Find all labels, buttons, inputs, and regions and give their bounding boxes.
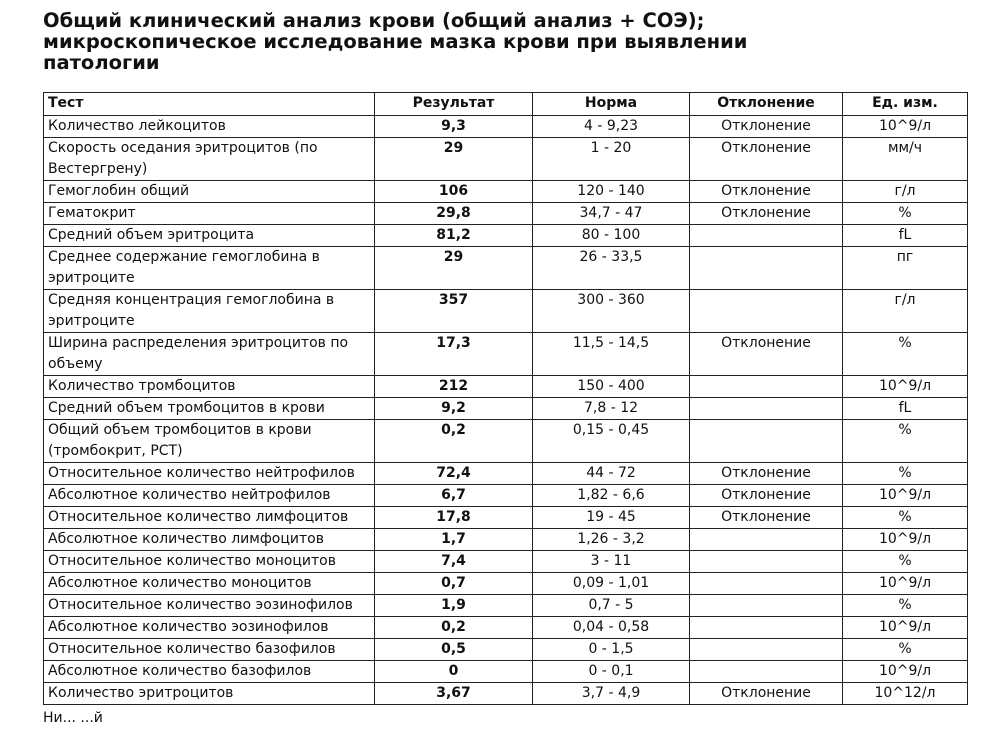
cell-deviation <box>690 551 843 573</box>
cell-test: Относительное количество лимфоцитов <box>44 507 375 529</box>
page-title-line-2: микроскопическое исследование мазка крови при выявлении <box>43 30 748 53</box>
cell-unit: 10^9/л <box>843 376 968 398</box>
table-row <box>44 551 968 573</box>
cell-unit: 10^12/л <box>843 683 968 705</box>
table-row <box>44 333 968 376</box>
cell-result: 6,7 <box>375 485 533 507</box>
header-norm: Норма <box>533 93 690 116</box>
cell-test: Относительное количество нейтрофилов <box>44 463 375 485</box>
cell-deviation <box>690 595 843 617</box>
table-row <box>44 595 968 617</box>
cell-result: 29 <box>375 138 533 181</box>
cell-test: Общий объем тромбоцитов в крови (тромбокрит, PCT) <box>44 420 375 463</box>
table-row <box>44 463 968 485</box>
table-row <box>44 225 968 247</box>
cell-unit: % <box>843 639 968 661</box>
table-row <box>44 617 968 639</box>
cell-unit: 10^9/л <box>843 116 968 138</box>
cell-unit: fL <box>843 398 968 420</box>
cell-norm: 0,09 - 1,01 <box>533 573 690 595</box>
cell-test: Абсолютное количество моноцитов <box>44 573 375 595</box>
cell-unit: 10^9/л <box>843 529 968 551</box>
table-row <box>44 639 968 661</box>
cell-result: 0,5 <box>375 639 533 661</box>
table-row <box>44 420 968 463</box>
cell-test: Скорость оседания эритроцитов (по Вестергрену) <box>44 138 375 181</box>
cell-result: 3,67 <box>375 683 533 705</box>
table-row <box>44 661 968 683</box>
cell-unit: г/л <box>843 290 968 333</box>
cell-test: Средний объем эритроцита <box>44 225 375 247</box>
cell-result: 17,8 <box>375 507 533 529</box>
cell-result: 1,7 <box>375 529 533 551</box>
table-row <box>44 247 968 290</box>
cell-norm: 0,15 - 0,45 <box>533 420 690 463</box>
cell-deviation <box>690 573 843 595</box>
cell-norm: 1 - 20 <box>533 138 690 181</box>
cell-deviation: Отклонение <box>690 333 843 376</box>
page-title <box>43 10 983 73</box>
table-row <box>44 181 968 203</box>
cell-test: Абсолютное количество нейтрофилов <box>44 485 375 507</box>
cell-unit: % <box>843 507 968 529</box>
cell-deviation: Отклонение <box>690 138 843 181</box>
cell-unit: пг <box>843 247 968 290</box>
cell-norm: 300 - 360 <box>533 290 690 333</box>
cell-unit: 10^9/л <box>843 617 968 639</box>
cell-test: Гематокрит <box>44 203 375 225</box>
table-row <box>44 398 968 420</box>
cell-norm: 3,7 - 4,9 <box>533 683 690 705</box>
cell-norm: 7,8 - 12 <box>533 398 690 420</box>
cell-unit: % <box>843 551 968 573</box>
cell-deviation <box>690 639 843 661</box>
cell-norm: 44 - 72 <box>533 463 690 485</box>
cell-deviation: Отклонение <box>690 116 843 138</box>
cell-test: Относительное количество эозинофилов <box>44 595 375 617</box>
cell-unit: % <box>843 420 968 463</box>
cell-deviation <box>690 398 843 420</box>
cell-result: 72,4 <box>375 463 533 485</box>
cell-unit: 10^9/л <box>843 485 968 507</box>
header-test: Тест <box>44 93 375 116</box>
cell-test: Средний объем тромбоцитов в крови <box>44 398 375 420</box>
cell-norm: 3 - 11 <box>533 551 690 573</box>
cell-deviation <box>690 290 843 333</box>
cell-norm: 19 - 45 <box>533 507 690 529</box>
cell-norm: 4 - 9,23 <box>533 116 690 138</box>
header-row <box>44 93 968 116</box>
cell-result: 0 <box>375 661 533 683</box>
cell-deviation <box>690 617 843 639</box>
table-row <box>44 290 968 333</box>
cell-test: Гемоглобин общий <box>44 181 375 203</box>
cell-norm: 80 - 100 <box>533 225 690 247</box>
cell-unit: fL <box>843 225 968 247</box>
table-row <box>44 203 968 225</box>
cell-deviation: Отклонение <box>690 485 843 507</box>
cell-norm: 150 - 400 <box>533 376 690 398</box>
cell-norm: 26 - 33,5 <box>533 247 690 290</box>
table-row <box>44 683 968 705</box>
cell-unit: 10^9/л <box>843 661 968 683</box>
page-title-line-3: патологии <box>43 51 160 74</box>
cell-unit: % <box>843 333 968 376</box>
header-deviation: Отклонение <box>690 93 843 116</box>
cell-test: Абсолютное количество базофилов <box>44 661 375 683</box>
cell-test: Количество тромбоцитов <box>44 376 375 398</box>
cell-norm: 0,04 - 0,58 <box>533 617 690 639</box>
cell-norm: 0 - 1,5 <box>533 639 690 661</box>
cell-norm: 0 - 0,1 <box>533 661 690 683</box>
cell-unit: % <box>843 463 968 485</box>
cell-test: Средняя концентрация гемоглобина в эритроците <box>44 290 375 333</box>
cell-result: 9,2 <box>375 398 533 420</box>
cell-deviation <box>690 376 843 398</box>
cell-result: 7,4 <box>375 551 533 573</box>
cell-deviation: Отклонение <box>690 683 843 705</box>
cell-deviation: Отклонение <box>690 203 843 225</box>
footer-note: Ни... ...й <box>43 710 103 726</box>
results-table-body <box>44 116 968 705</box>
cell-result: 9,3 <box>375 116 533 138</box>
cell-unit: мм/ч <box>843 138 968 181</box>
cell-test: Среднее содержание гемоглобина в эритроците <box>44 247 375 290</box>
header-result: Результат <box>375 93 533 116</box>
cell-norm: 11,5 - 14,5 <box>533 333 690 376</box>
cell-test: Абсолютное количество лимфоцитов <box>44 529 375 551</box>
cell-deviation <box>690 661 843 683</box>
cell-result: 29 <box>375 247 533 290</box>
table-row <box>44 485 968 507</box>
cell-unit: 10^9/л <box>843 573 968 595</box>
cell-deviation: Отклонение <box>690 463 843 485</box>
cell-deviation <box>690 247 843 290</box>
cell-result: 212 <box>375 376 533 398</box>
cell-result: 106 <box>375 181 533 203</box>
header-unit: Ед. изм. <box>843 93 968 116</box>
cell-norm: 1,82 - 6,6 <box>533 485 690 507</box>
cell-result: 357 <box>375 290 533 333</box>
cell-test: Относительное количество базофилов <box>44 639 375 661</box>
table-row <box>44 573 968 595</box>
cell-result: 29,8 <box>375 203 533 225</box>
cell-test: Количество лейкоцитов <box>44 116 375 138</box>
cell-norm: 1,26 - 3,2 <box>533 529 690 551</box>
cell-result: 17,3 <box>375 333 533 376</box>
cell-test: Относительное количество моноцитов <box>44 551 375 573</box>
page-title-line-1: Общий клинический анализ крови (общий анализ + СОЭ); <box>43 9 705 32</box>
cell-unit: г/л <box>843 181 968 203</box>
cell-deviation <box>690 529 843 551</box>
table-row <box>44 529 968 551</box>
table-row <box>44 507 968 529</box>
cell-test: Ширина распределения эритроцитов по объему <box>44 333 375 376</box>
cell-unit: % <box>843 203 968 225</box>
results-table-header <box>44 93 968 116</box>
table-row <box>44 376 968 398</box>
cell-test: Количество эритроцитов <box>44 683 375 705</box>
cell-norm: 120 - 140 <box>533 181 690 203</box>
cell-norm: 0,7 - 5 <box>533 595 690 617</box>
cell-result: 1,9 <box>375 595 533 617</box>
cell-result: 0,7 <box>375 573 533 595</box>
cell-result: 0,2 <box>375 617 533 639</box>
cell-deviation: Отклонение <box>690 181 843 203</box>
table-row <box>44 116 968 138</box>
results-table <box>43 92 968 705</box>
cell-test: Абсолютное количество эозинофилов <box>44 617 375 639</box>
cell-deviation: Отклонение <box>690 507 843 529</box>
table-row <box>44 138 968 181</box>
cell-deviation <box>690 420 843 463</box>
cell-result: 0,2 <box>375 420 533 463</box>
cell-deviation <box>690 225 843 247</box>
cell-norm: 34,7 - 47 <box>533 203 690 225</box>
cell-unit: % <box>843 595 968 617</box>
cell-result: 81,2 <box>375 225 533 247</box>
